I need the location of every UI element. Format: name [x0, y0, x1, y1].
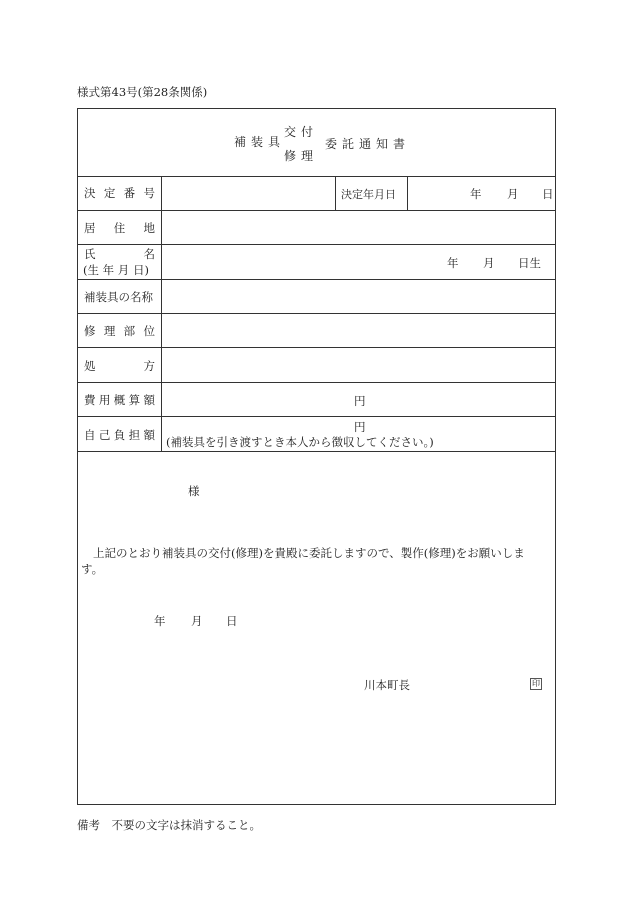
decision-date-month: 月 — [507, 187, 519, 201]
row-divider — [78, 210, 555, 211]
birth-year: 年 — [447, 256, 459, 270]
row-divider — [78, 313, 555, 314]
form-frame — [77, 108, 556, 805]
decision-date-label: 決定年月日 — [341, 188, 396, 201]
title-option-issue: 交付 — [284, 125, 319, 139]
seal-mark: 印 — [532, 679, 540, 688]
repair-part-label: 修 理 部 位 — [84, 324, 155, 338]
decision-date-year: 年 — [470, 187, 482, 201]
row-divider — [78, 416, 555, 417]
row-divider — [78, 451, 555, 452]
cost-yen-unit: 円 — [354, 394, 366, 408]
title-rest: 委託通知書 — [325, 137, 411, 151]
decision-date-day: 日 — [542, 187, 554, 201]
birth-day: 日生 — [518, 256, 541, 270]
row-divider — [78, 244, 555, 245]
title-option-repair: 修理 — [284, 149, 319, 163]
cost-estimate-label: 費 用 概 算 額 — [84, 393, 155, 407]
decision-number-label: 決 定 番 号 — [84, 186, 155, 200]
date-column-divider — [335, 176, 336, 210]
issue-date-month: 月 — [191, 614, 203, 628]
row-divider — [78, 176, 555, 177]
device-name-label: 補装具の名称 — [84, 290, 153, 304]
address-label: 居 住 地 — [84, 221, 155, 235]
self-pay-note: (補装具を引き渡すとき本人から徴収してください。) — [166, 435, 434, 449]
row-divider — [78, 279, 555, 280]
form-number-label: 様式第43号(第28条関係) — [77, 85, 208, 99]
request-message: 上記のとおり補装具の交付(修理)を貴殿に委託しますので、製作(修理)をお願いしま — [93, 546, 525, 560]
request-message-continued: す。 — [81, 562, 104, 576]
self-pay-yen-unit: 円 — [354, 420, 366, 434]
birth-month: 月 — [483, 256, 495, 270]
name-label: 氏 名 — [84, 247, 155, 261]
issue-date-year: 年 — [154, 614, 166, 628]
issue-date-day: 日 — [226, 614, 238, 628]
addressee-suffix: 様 — [188, 484, 200, 498]
remarks-note: 備考 不要の文字は抹消すること。 — [77, 818, 261, 832]
label-column-divider — [161, 176, 162, 451]
date-value-divider — [407, 176, 408, 210]
row-divider — [78, 347, 555, 348]
prescription-label: 処 方 — [84, 359, 155, 373]
issuer-name: 川本町長 — [364, 678, 410, 692]
row-divider — [78, 382, 555, 383]
birthdate-label: (生 年 月 日) — [83, 263, 149, 277]
title-main: 補装具 — [234, 135, 286, 149]
self-pay-label: 自 己 負 担 額 — [84, 428, 155, 442]
